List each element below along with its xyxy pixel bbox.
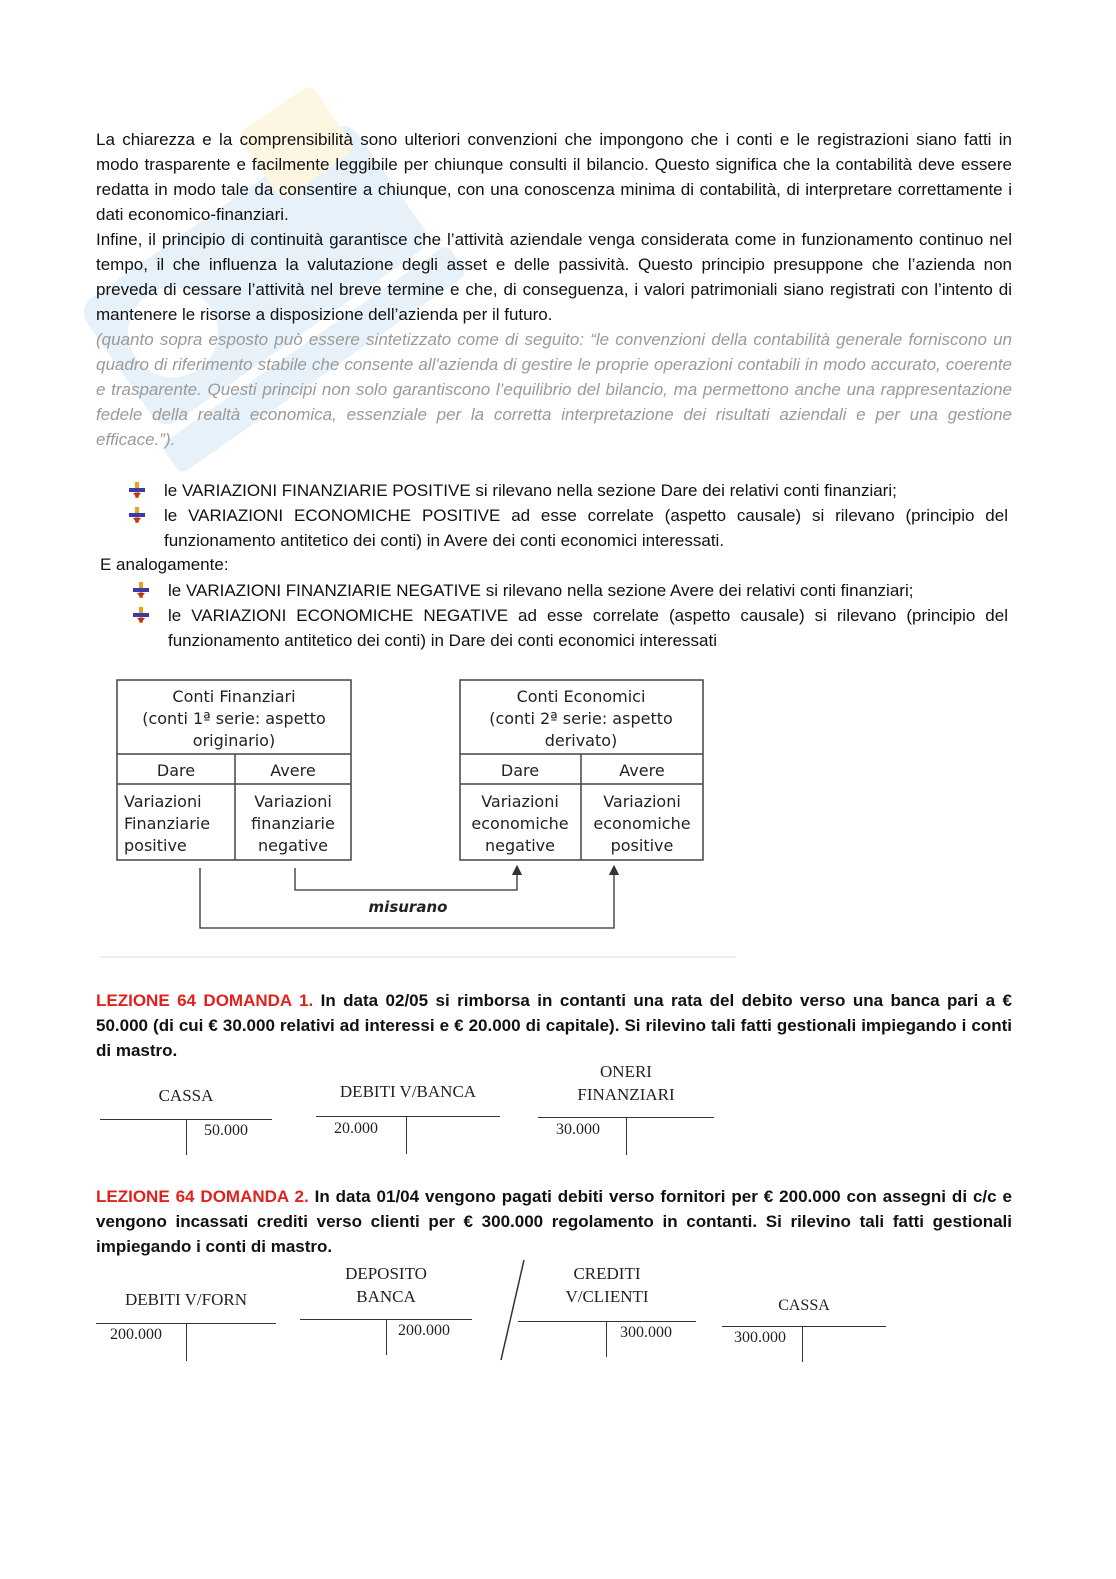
t-account-cassa [100,1080,272,1158]
t-account-title: CASSA [778,1297,830,1314]
positive-variations-list [128,478,1008,553]
arrow-bullet-icon [128,506,146,524]
t-account-cassa-2 [722,1292,886,1362]
list-item: le VARIAZIONI ECONOMICHE NEGATIVE ad esse correlate (aspetto causale) si rilevano (principio del funzionamento antitetico dei conti) in Dare dei conti economici interessati [132,603,1008,653]
financial-avere-header: Avere [270,761,316,780]
t-account-avere-amount: 200.000 [398,1322,450,1339]
t-account-dare-amount: 20.000 [334,1120,378,1137]
t-account-title: DEPOSITO [345,1264,427,1283]
t-account-title: DEBITI V/BANCA [339,1082,477,1101]
financial-title-line: (conti 1ª serie: aspetto [142,709,326,728]
t-account-avere-amount: 300.000 [620,1324,672,1341]
economic-title-line: Conti Economici [516,687,646,706]
economic-avere-header: Avere [619,761,665,780]
economic-dare-cell: Variazioni [481,792,559,811]
financial-avere-cell: negative [258,836,328,855]
financial-title-line: originario) [192,731,276,750]
summary-quote: (quanto sopra esposto può essere sintetizzato come di seguito: “le convenzioni della contabilità generale forniscono un quadro di riferimento stabile che consente all'azienda di gestire le proprie operazioni contabili in modo accurato, coerente e trasparente. Questi principi non solo garantiscono l’equilibrio del bilancio, ma permettono anche una rappresentazione fedele della realtà economica, essenziale per la corretta interpretazione dei risultati aziendali e per una gestione efficace.”). [96,330,1012,449]
economic-dare-header: Dare [500,761,540,780]
financial-accounts-box [117,680,351,860]
economic-avere-cell: economiche [593,814,691,833]
question-1-text: In data 02/05 si rimborsa in contanti una rata del debito verso una banca pari a € 50.000 (di cui € 30.000 relativi ad interessi e € 20.000 di capitale). Si rilevino tali fatti gestionali impiegando i conti di mastro. [96,991,1012,1060]
financial-dare-cell: positive [124,836,187,855]
question-2 [96,1184,1012,1259]
question-2-tag: LEZIONE 64 DOMANDA 2. [96,1187,309,1206]
financial-dare-cell: Variazioni [124,792,202,811]
economic-accounts-box [460,680,703,860]
intro-text [96,127,1012,452]
t-account-title: CASSA [158,1086,214,1105]
negative-variations-list [132,578,1008,653]
t-account-title: ONERI [600,1062,652,1081]
t-account-title: BANCA [356,1287,416,1306]
t-account-oneri-finanziari [538,1060,714,1156]
economic-dare-cell: negative [485,836,555,855]
economic-title-line: derivato) [544,731,618,750]
accounts-diagram [100,670,740,960]
question-1-tag: LEZIONE 64 DOMANDA 1. [96,991,314,1010]
list-item: le VARIAZIONI FINANZIARIE NEGATIVE si rilevano nella sezione Avere dei relativi conti finanziari; [132,578,1008,603]
economic-title-line: (conti 2ª serie: aspetto [489,709,673,728]
t-account-debiti-banca [316,1076,500,1156]
list-item: le VARIAZIONI FINANZIARIE POSITIVE si rilevano nella sezione Dare dei relativi conti finanziari; [128,478,1008,503]
t-account-avere-amount: 50.000 [204,1122,248,1139]
economic-avere-cell: positive [610,836,674,855]
t-account-title: CREDITI [573,1264,641,1283]
economic-dare-cell: economiche [471,814,569,833]
t-account-title: DEBITI V/FORN [125,1290,247,1309]
financial-dare-header: Dare [156,761,196,780]
arrow-bullet-icon [132,606,150,624]
misurano-label: misurano [368,898,448,916]
t-account-crediti-clienti [518,1262,696,1358]
connector-negative-arrow [295,868,517,890]
paragraph-chiarezza: La chiarezza e la comprensibilità sono ulteriori convenzioni che impongono che i conti e le registrazioni siano fatti in modo trasparente e facilmente leggibile per chiunque consulti il bilancio. Questo significa che la contabilità deve essere redatta in modo tale da consentire a chiunque, con una conoscenza minima di contabilità, di interpretare correttamente i dati economico-finanziari. [96,130,1012,224]
economic-avere-cell: Variazioni [603,792,681,811]
arrow-bullet-icon [132,581,150,599]
t-account-dare-amount: 30.000 [556,1121,600,1138]
t-account-deposito-banca [300,1262,472,1358]
analogamente-label: E analogamente: [100,555,229,574]
t-account-debiti-forn [96,1286,276,1364]
arrow-bullet-icon [128,481,146,499]
t-account-title: V/CLIENTI [565,1287,649,1306]
list-item: le VARIAZIONI ECONOMICHE POSITIVE ad esse correlate (aspetto causale) si rilevano (principio del funzionamento antitetico dei conti) in Avere dei conti economici interessati. [128,503,1008,553]
financial-dare-cell: Finanziarie [124,814,211,833]
t-account-title: FINANZIARI [577,1085,675,1104]
paragraph-continuita: Infine, il principio di continuità garantisce che l’attività aziendale venga considerata come in funzionamento continuo nel tempo, il che influenza la valutazione degli asset e delle passività. Questo principio presuppone che l’azienda non preveda di cessare l’attività nel breve termine e che, di conseguenza, i valori patrimoniali siano registrati con l’intento di mantenere le risorse a disposizione dell’azienda per il futuro. [96,230,1012,324]
t-account-dare-amount: 200.000 [110,1326,162,1343]
financial-avere-cell: Variazioni [254,792,332,811]
t-account-dare-amount: 300.000 [734,1329,786,1346]
financial-title-line: Conti Finanziari [172,687,296,706]
question-2-text: In data 01/04 vengono pagati debiti verso fornitori per € 200.000 con assegni di c/c e vengono incassati crediti verso clienti per € 300.000 regolamento in contanti. Si rilevino tali fatti gestionali impiegando i conti di mastro. [96,1187,1012,1256]
question-1 [96,988,1012,1063]
financial-avere-cell: finanziarie [251,814,335,833]
